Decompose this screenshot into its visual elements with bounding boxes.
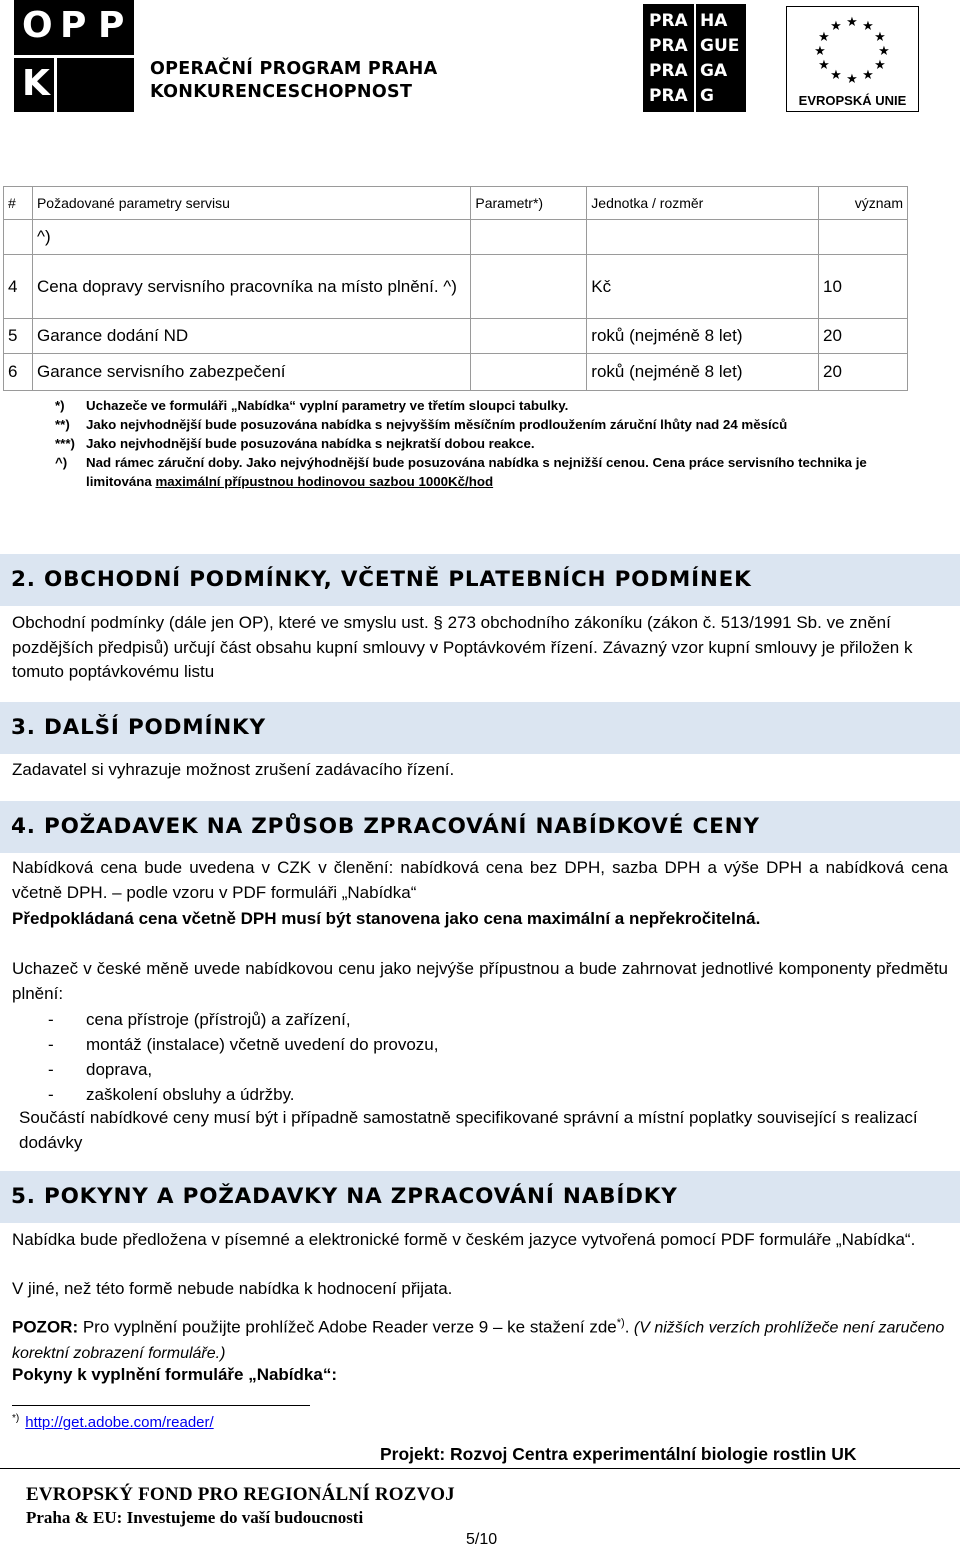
praha-logo: PRA HA PRA GUE PRA GA PRA G <box>643 4 746 112</box>
fees-text: Součástí nabídkové ceny musí být i případně samostatně specifikované správní a místní poplatky související s realizací dodávky <box>19 1108 918 1152</box>
opp-logo-letter: P <box>98 5 125 46</box>
table-header-cell: Jednotka / rozměr <box>587 187 819 220</box>
svg-text:★: ★ <box>846 72 858 87</box>
form-instructions-heading: Pokyny k vyplnění formuláře „Nabídka“: <box>12 1365 337 1384</box>
components-intro: Uchazeč v české měně uvede nabídkovou cenu jako nejvýše přípustnou a bude zahrnovat jednotlivé komponenty předmětu plnění: <box>12 959 948 1003</box>
section-5-heading-band <box>0 1171 960 1223</box>
fund-slogan: Praha & EU: Investujeme do vaší budoucnosti <box>26 1508 364 1527</box>
section-2-heading-band <box>0 554 960 606</box>
page-number: 5/10 <box>466 1531 498 1548</box>
footer-divider <box>0 1468 960 1469</box>
note-item: ^) Nad rámec záruční doby. Jako nejvýhodnější bude posuzována nabídka s nejnižší cenou. Cena práce servisního technika je limitována maximální přípustnou hodinovou sazbou 1000Kč/hod <box>55 455 867 489</box>
rejection-text: V jiné, než této formě nebude nabídka k hodnocení přijata. <box>12 1279 453 1298</box>
submission-form-text: Nabídka bude předložena v písemné a elektronické formě v českém jazyce vytvořená pomocí PDF formuláře „Nabídka“. <box>12 1230 916 1249</box>
opp-logo-letter: O <box>22 5 53 46</box>
svg-text:★: ★ <box>818 58 830 73</box>
eu-flag-logo <box>786 6 919 112</box>
note-item: ***) Jako nejvhodnější bude posuzována nabídka s nejkratší dobou reakce. <box>55 436 535 451</box>
table-row: 5 Garance dodání ND roků (nejméně 8 let) 20 <box>4 319 908 354</box>
table-row: 4 Cena dopravy servisního pracovníka na místo plnění. ^) Kč 10 <box>4 255 908 319</box>
svg-text:★: ★ <box>830 68 842 83</box>
svg-text:★: ★ <box>878 44 890 59</box>
section-4-heading-band <box>0 801 960 853</box>
table-header-row <box>4 187 908 220</box>
hourly-rate-limit: maximální přípustnou hodinovou sazbou 1000Kč/hod <box>155 474 494 489</box>
service-parameters-table <box>3 186 908 391</box>
svg-text:★: ★ <box>830 19 842 34</box>
opp-program-name: OPERAČNÍ PROGRAM PRAHA KONKURENCESCHOPNOST <box>150 59 438 102</box>
opp-logo-letter: K <box>22 63 50 104</box>
footnote-divider <box>12 1405 310 1406</box>
list-item: - montáž (instalace) včetně uvedení do provozu, <box>48 1035 439 1054</box>
table-header-cell: význam <box>819 187 908 220</box>
list-item: - cena přístroje (přístrojů) a zařízení, <box>48 1010 351 1029</box>
note-item: **) Jako nejvhodnější bude posuzována nabídka s nejvyšším měsíčním prodloužením záruční lhůty nad 24 měsíců <box>55 417 788 432</box>
warning-text: POZOR: Pro vyplnění použijte prohlížeč Adobe Reader verze 9 – ke stažení zde*). (V nižších verzích prohlížeče není zaručeno korektní zobrazení formuláře.) <box>12 1317 945 1363</box>
section-title: 4. POŽADAVEK NA ZPŮSOB ZPRACOVÁNÍ NABÍDKOVÉ CENY <box>11 814 760 839</box>
section-title: 2. OBCHODNÍ PODMÍNKY, VČETNĚ PLATEBNÍCH PODMÍNEK <box>11 567 752 592</box>
list-item: - doprava, <box>48 1060 153 1079</box>
eu-label: EVROPSKÁ UNIE <box>798 93 907 108</box>
components-list <box>48 1007 438 1107</box>
opp-logo <box>14 0 134 112</box>
svg-text:★: ★ <box>814 44 826 59</box>
fund-name: EVROPSKÝ FOND PRO REGIONÁLNÍ ROZVOJ <box>26 1484 455 1505</box>
list-item: - zaškolení obsluhy a údržby. <box>48 1085 295 1104</box>
project-name: Projekt: Rozvoj Centra experimentální biologie rostlin UK <box>380 1444 857 1464</box>
adobe-reader-link[interactable]: http://get.adobe.com/reader/ <box>25 1414 214 1431</box>
svg-text:★: ★ <box>846 15 858 30</box>
section-3-heading-band <box>0 702 960 754</box>
table-header-cell: Parametr*) <box>471 187 587 220</box>
section-3-text: Zadavatel si vyhrazuje možnost zrušení zadávacího řízení. <box>12 760 455 779</box>
table-row: ^) <box>4 220 908 255</box>
eu-stars-icon <box>787 7 917 87</box>
price-breakdown-text: Nabídková cena bude uvedena v CZK v členění: nabídková cena bez DPH, sazba DPH a výše DPH a nabídková cena včetně DPH. – podle vzoru v PDF formuláři „Nabídka“ <box>12 858 948 902</box>
opp-logo-letter: P <box>60 5 87 46</box>
svg-text:★: ★ <box>818 30 830 45</box>
table-notes <box>55 396 925 491</box>
svg-text:★: ★ <box>874 30 886 45</box>
max-price-text: Předpokládaná cena včetně DPH musí být stanovena jako cena maximální a nepřekročitelná. <box>12 909 761 928</box>
warning-label: POZOR: <box>12 1317 79 1337</box>
section-2-text: Obchodní podmínky (dále jen OP), které ve smyslu ust. § 273 obchodního zákoníku (zákon č. 513/1991 Sb. ve znění pozdějších předpisů) určují část obsahu kupní smlouvy v Poptávkovém řízení. Závazný vzor kupní smlouvy je přiložen k tomuto poptávkovému listu <box>12 613 913 681</box>
table-row: 6 Garance servisního zabezpečení roků (nejméně 8 let) 20 <box>4 354 908 391</box>
note-item: *) Uchazeče ve formuláři „Nabídka“ vyplní parametry ve třetím sloupci tabulky. <box>55 398 569 413</box>
svg-text:★: ★ <box>862 19 874 34</box>
section-title: 5. POKYNY A POŽADAVKY NA ZPRACOVÁNÍ NABÍDKY <box>11 1184 678 1209</box>
table-header-cell: Požadované parametry servisu <box>32 187 470 220</box>
footnote: *) http://get.adobe.com/reader/ <box>12 1413 214 1431</box>
svg-text:★: ★ <box>862 68 874 83</box>
section-title: 3. DALŠÍ PODMÍNKY <box>11 715 266 740</box>
svg-text:★: ★ <box>874 58 886 73</box>
table-header-cell: # <box>4 187 33 220</box>
